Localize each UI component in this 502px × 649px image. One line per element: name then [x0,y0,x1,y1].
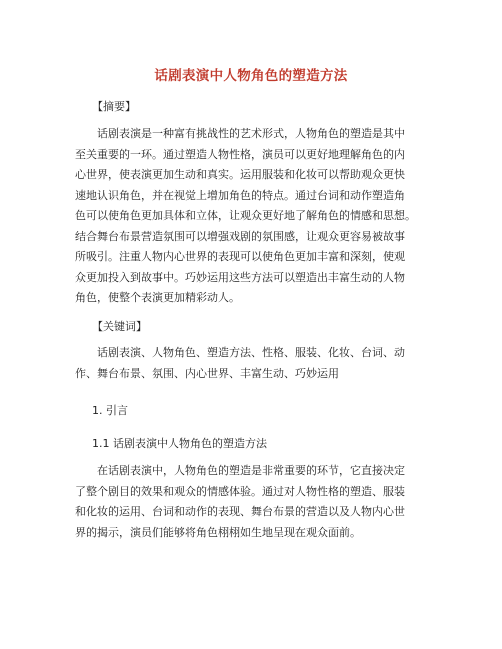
abstract-line: 众更加投入到故事中。巧妙运用这些方法可以塑造出丰富生动的人物 [75,270,405,284]
section-1-1-paragraph [75,461,435,543]
body-line: 和化妆的运用、台词和动作的表现、舞台布景的营造以及人物内心世 [75,505,405,518]
abstract-line: 心世界，使表演更加生动和真实。运用服装和化妆可以帮助观众更快 [75,168,405,181]
section-heading-1: 1. 引言 [92,404,128,417]
abstract-label: 【摘要】 [92,100,136,113]
abstract-line: 所吸引。注重人物内心世界的表现可以使角色更加丰富和深刻，使观 [75,250,405,263]
abstract-line: 色可以使角色更加具体和立体，让观众更好地了解角色的情感和思想。 [75,209,416,222]
abstract-line: 结合舞台布景营造氛围可以增强戏剧的氛围感，让观众更容易被故事 [75,229,405,243]
keywords-line: 作、舞台布景、氛围、内心世界、丰富生动、巧妙运用 [75,366,339,380]
abstract-paragraph [75,124,435,309]
keywords-line: 话剧表演、人物角色、塑造方法、性格、服装、化妆、台词、动 [97,346,405,359]
keywords-label: 【关键词】 [92,320,147,333]
abstract-line: 话剧表演是一种富有挑战性的艺术形式，人物角色的塑造是其中 [97,127,405,140]
body-line: 在话剧表演中，人物角色的塑造是非常重要的环节，它直接决定 [97,464,405,477]
section-heading-1-1: 1.1 话剧表演中人物角色的塑造方法 [92,437,267,450]
abstract-line: 至关重要的一环。通过塑造人物性格，演员可以更好地理解角色的内 [75,147,405,161]
body-line: 界的揭示，演员们能够将角色栩栩如生地呈现在观众面前。 [75,525,361,539]
keywords-paragraph [75,343,435,384]
document-title: 话剧表演中人物角色的塑造方法 [154,68,348,84]
body-line: 了整个剧目的效果和观众的情感体验。通过对人物性格的塑造、服装 [75,484,405,498]
abstract-line: 角色，使整个表演更加精彩动人。 [75,291,240,304]
abstract-line: 速地认识角色，并在视觉上增加角色的特点。通过台词和动作塑造角 [75,188,405,202]
